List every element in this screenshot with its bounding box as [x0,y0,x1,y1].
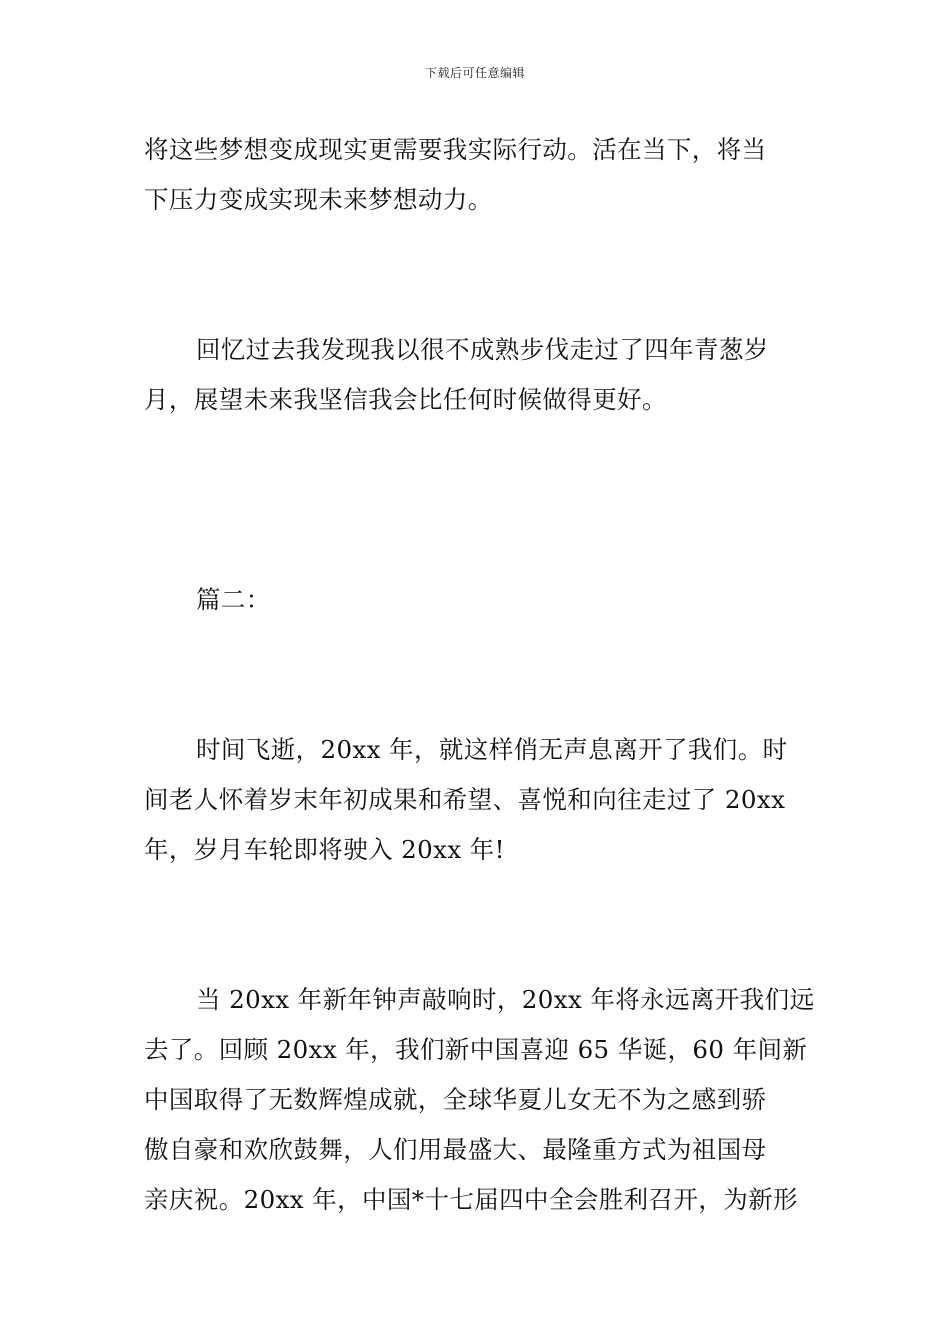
paragraph-4-line-2: 去了。回顾 20xx 年，我们新中国喜迎 65 华诞，60 年间新 [144,1035,808,1064]
paragraph-4-line-1: 当 20xx 年新年钟声敲响时，20xx 年将永远离开我们远 [196,985,815,1014]
paragraph-2-line-1: 回忆过去我发现我以很不成熟步伐走过了四年青葱岁 [196,335,769,364]
page-header: 下载后可任意编辑 [424,66,525,80]
section-heading: 篇二： [196,585,271,614]
paragraph-1-line-2: 下压力变成实现未来梦想动力。 [144,185,493,214]
paragraph-1-line-1: 将这些梦想变成现实更需要我实际行动。活在当下，将当 [144,135,767,164]
paragraph-2-line-2: 月，展望未来我坚信我会比任何时候做得更好。 [144,385,667,414]
paragraph-4-line-4: 傲自豪和欢欣鼓舞，人们用最盛大、最隆重方式为祖国母 [144,1135,767,1164]
paragraph-4-line-5: 亲庆祝。20xx 年，中国*十七届四中全会胜利召开，为新形 [144,1185,798,1214]
paragraph-3-line-2: 间老人怀着岁末年初成果和希望、喜悦和向往走过了 20xx [144,785,786,814]
paragraph-4-line-3: 中国取得了无数辉煌成就，全球华夏儿女无不为之感到骄 [144,1085,767,1114]
paragraph-3-line-1: 时间飞逝，20xx 年，就这样俏无声息离开了我们。时 [196,735,788,764]
paragraph-3-line-3: 年，岁月车轮即将驶入 20xx 年! [144,835,505,864]
